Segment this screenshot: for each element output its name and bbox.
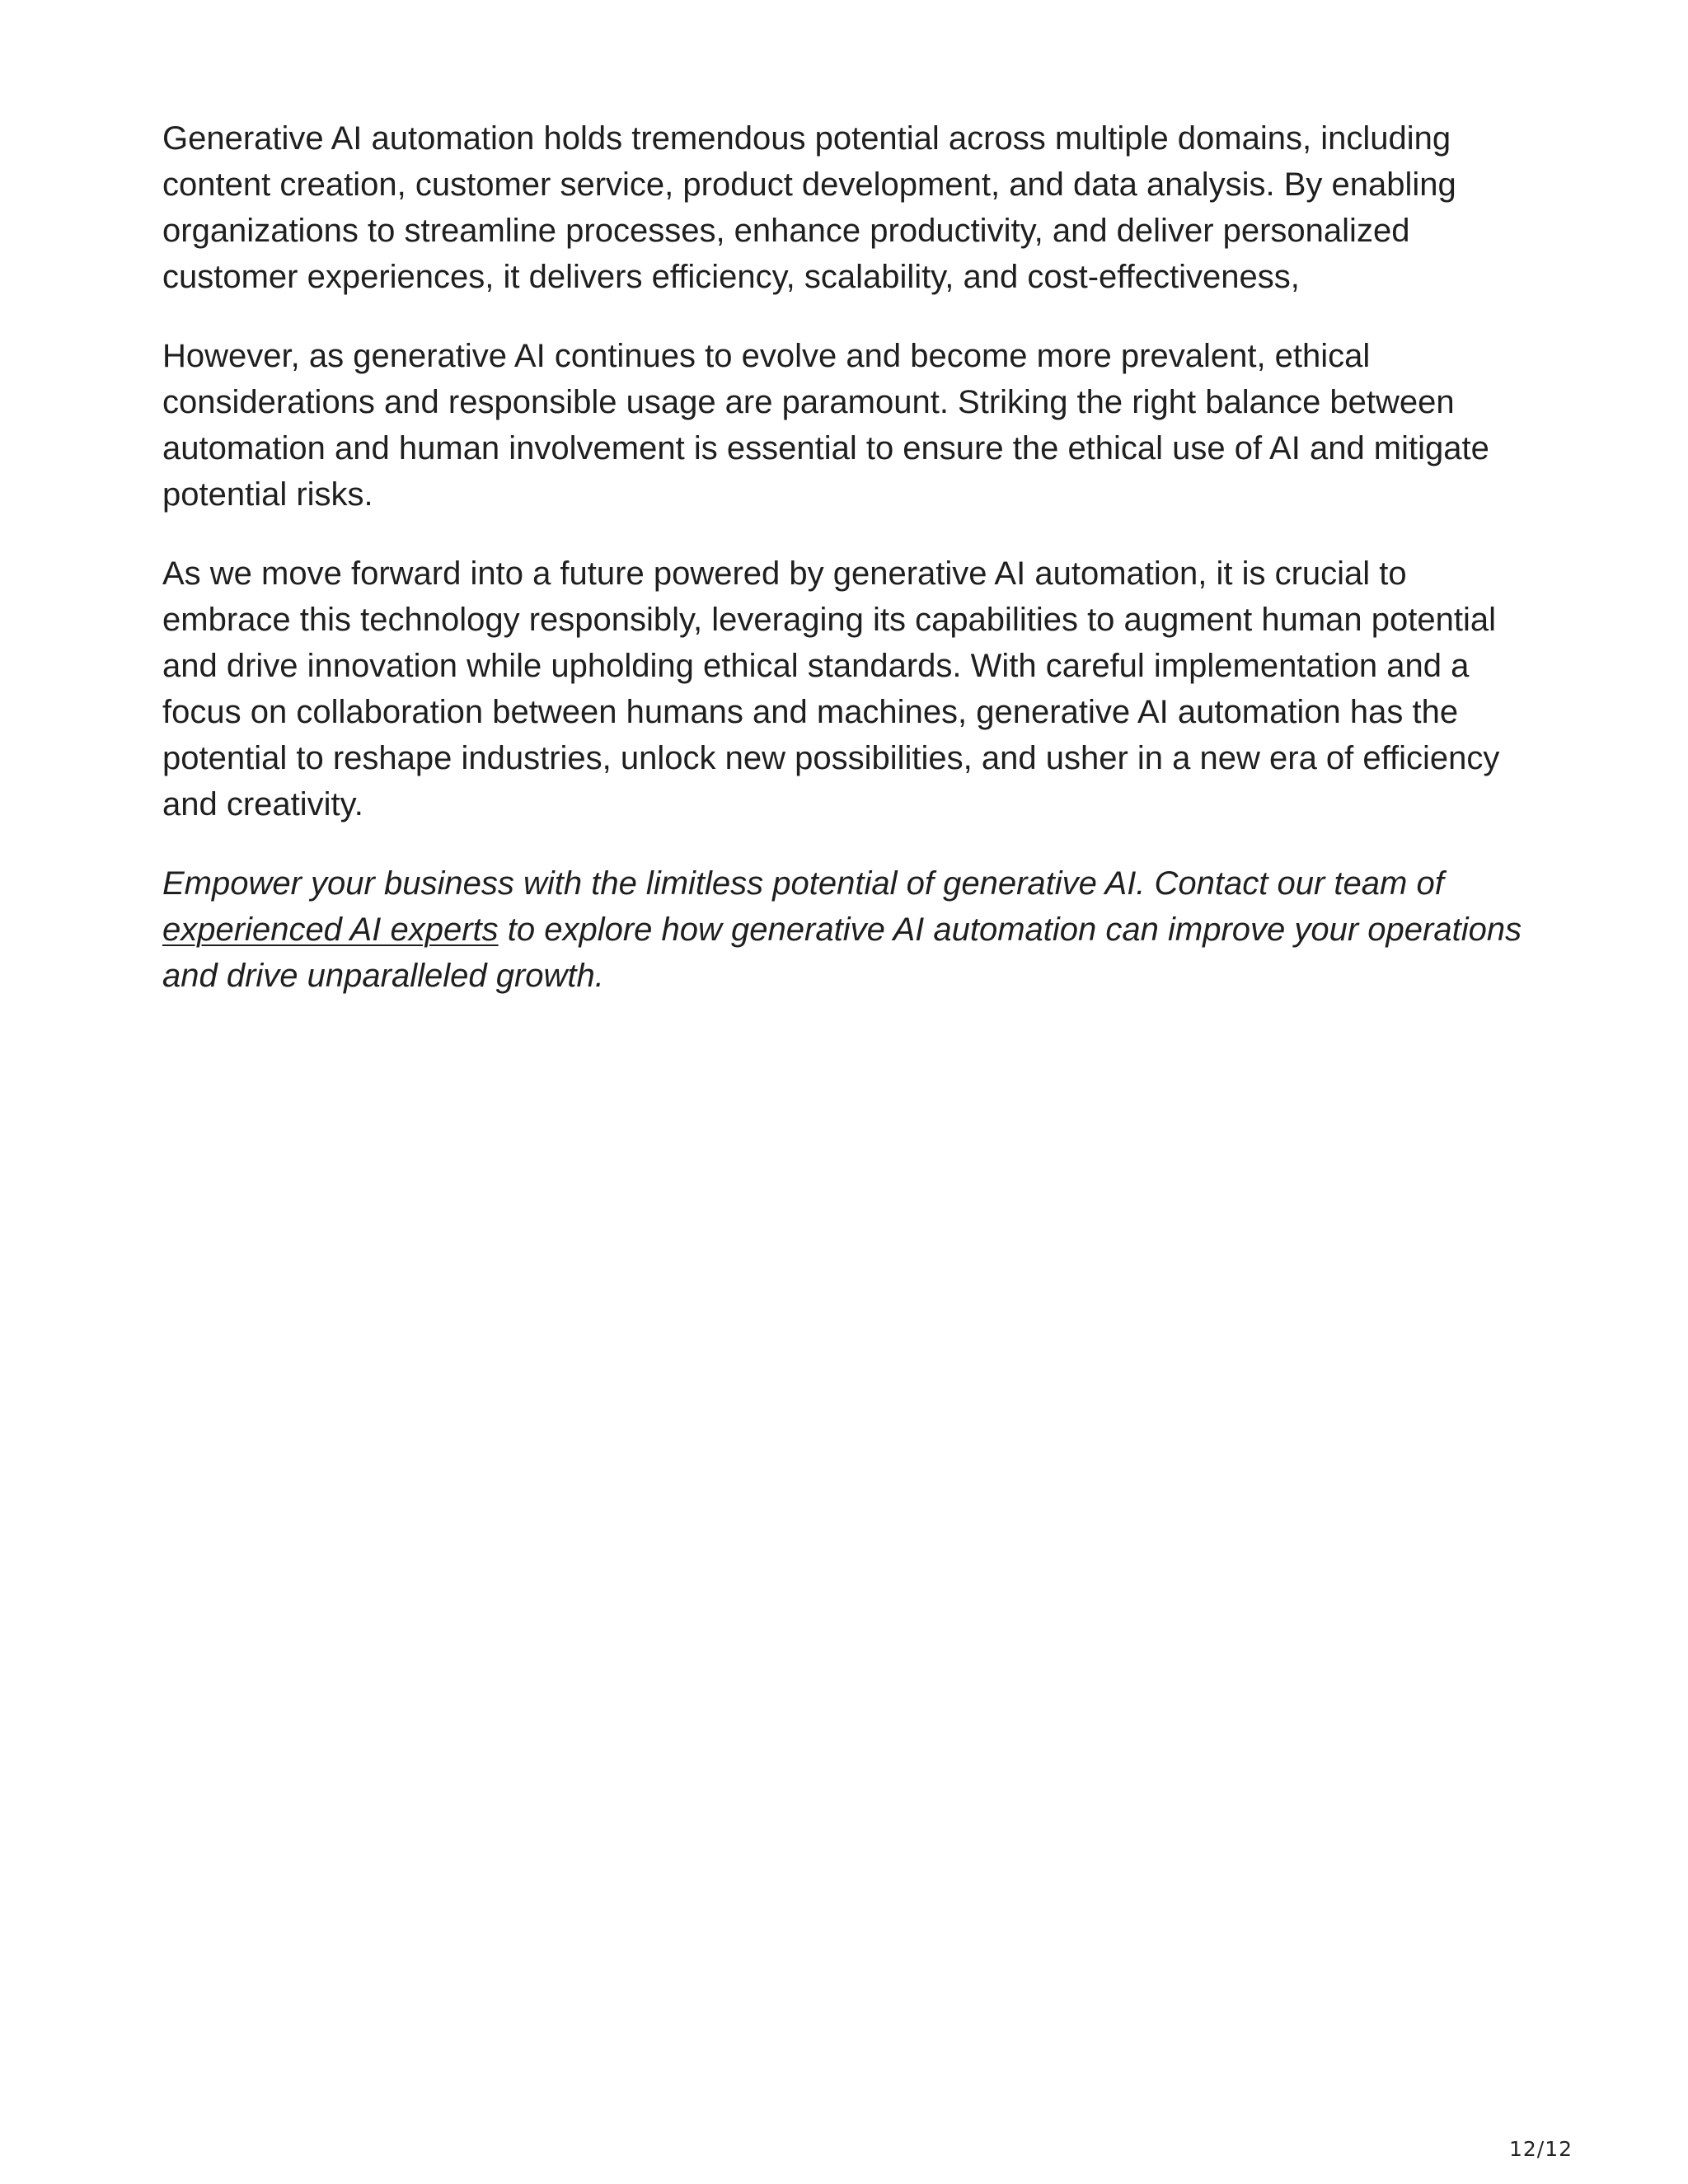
call-to-action-paragraph bbox=[162, 860, 1531, 999]
page-number: 12/12 bbox=[1508, 2137, 1573, 2161]
paragraph-future: As we move forward into a future powered by generative AI automation, it is crucial to embrace this technology responsibly, leveraging its capabilities to augment human potential and drive innovation while upholding ethical standards. With careful implementation and a focus on collaboration between humans and machines, generative AI automation has the potential to reshape industries, unlock new possibilities, and usher in a new era of efficiency and creativity. bbox=[162, 555, 1500, 823]
paragraph-benefits: Generative AI automation holds tremendous potential across multiple domains, including content creation, customer service, product development, and data analysis. By enabling organizations to streamline processes, enhance productivity, and deliver personalized customer experiences, it delivers efficiency, scalability, and cost-effectiveness, bbox=[162, 120, 1456, 295]
ai-experts-link[interactable]: experienced AI experts bbox=[162, 912, 499, 948]
cta-text-before-link: Empower your business with the limitless potential of generative AI. Contact our team of bbox=[162, 865, 1444, 902]
cta-text-after-link: to explore how generative AI automation can improve your operations and drive unparalleled growth. bbox=[162, 912, 1522, 994]
article-body bbox=[162, 115, 1531, 1032]
paragraph-ethics: However, as generative AI continues to evolve and become more prevalent, ethical considerations and responsible usage are paramount. Striking the right balance between automation and human involvement is essential to ensure the ethical use of AI and mitigate potential risks. bbox=[162, 338, 1489, 513]
